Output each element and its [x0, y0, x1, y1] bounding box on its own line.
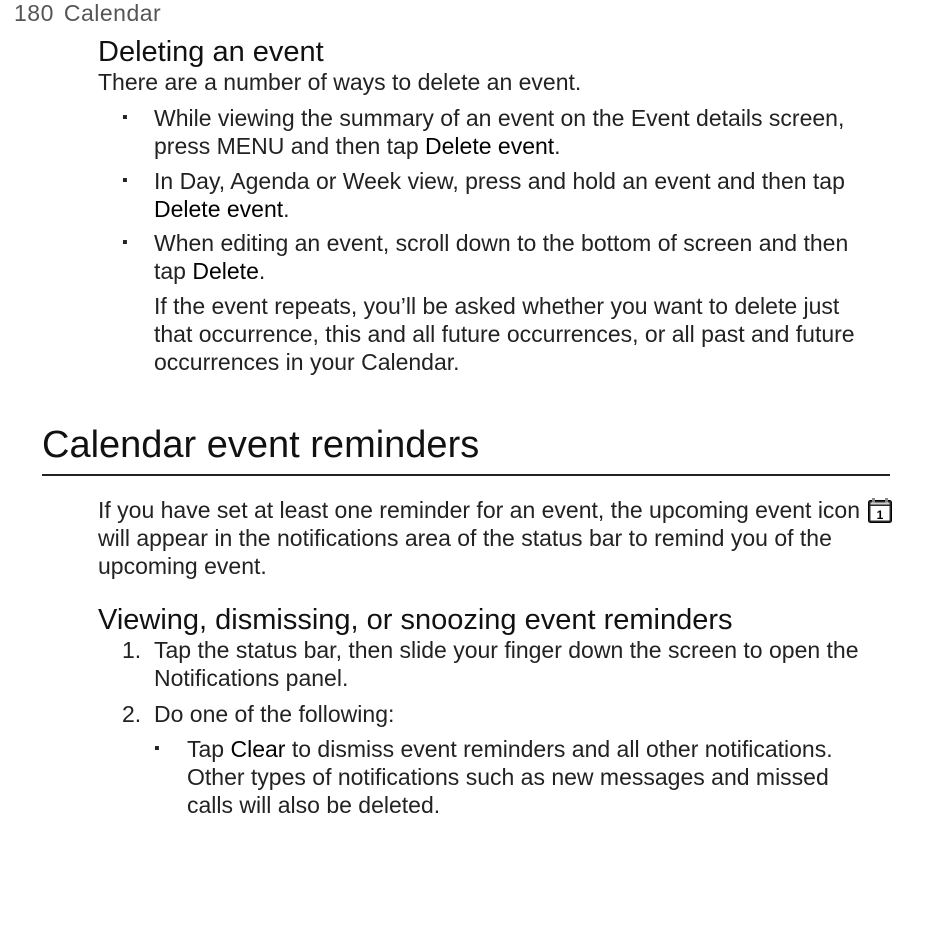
reminders-intro: [98, 496, 898, 580]
list-item: [122, 167, 882, 223]
deleting-intro: There are a number of ways to delete an event.: [98, 69, 582, 95]
bullet-text: While viewing the summary of an event on the Event details screen, press MENU and then tap: [154, 105, 845, 159]
list-item: [154, 735, 854, 819]
list-item: [122, 104, 882, 160]
calendar-icon: [868, 498, 892, 523]
bullet-text: In Day, Agenda or Week view, press and hold an event and then tap: [154, 168, 845, 194]
bullet-text-end: to dismiss event reminders and all other notifications. Other types of notifications such as new messages and missed calls will also be deleted.: [187, 736, 833, 818]
step-number: 1.: [122, 637, 142, 663]
ui-label: Delete event: [425, 133, 555, 159]
bullet-icon: ▪: [122, 109, 128, 126]
repeat-note: If the event repeats, you’ll be asked whether you want to delete just that occurrence, this and all future occurrences, or all past and future occurrences in your Calendar.: [154, 293, 855, 375]
bullet-icon: ▪: [154, 740, 160, 757]
step-number: 2.: [122, 701, 142, 727]
bullet-text-end: .: [258, 258, 266, 284]
step-text: Do one of the following:: [154, 701, 395, 727]
list-item: [122, 229, 882, 285]
ui-label: Delete: [192, 258, 259, 284]
bullet-text: When editing an event, scroll down to the bottom of screen and then tap: [154, 230, 849, 284]
bullet-text: Tap: [187, 736, 231, 762]
intro-text-end: will appear in the notifications area of the status bar to remind you of the upcoming event.: [98, 525, 832, 579]
list-item: [122, 700, 882, 728]
page-number: 180: [14, 0, 54, 26]
bullet-text-end: .: [283, 196, 290, 222]
reminders-subheading: Viewing, dismissing, or snoozing event reminders: [98, 604, 733, 636]
ui-label: Delete event: [154, 196, 284, 222]
intro-text: If you have set at least one reminder for an event, the upcoming event icon: [98, 497, 861, 523]
calendar-icon-day: 1: [877, 508, 884, 522]
ui-label: Clear: [230, 736, 286, 762]
deleting-heading: Deleting an event: [98, 36, 324, 68]
bullet-text-end: .: [554, 133, 561, 159]
section-title: Calendar event reminders: [42, 424, 480, 466]
bullet-icon: ▪: [122, 172, 128, 189]
section-name: Calendar: [63, 0, 162, 26]
title-rule: [42, 474, 890, 476]
bullet-icon: ▪: [122, 234, 128, 251]
page-header: [14, 0, 161, 27]
list-item: [122, 636, 882, 692]
step-text: Tap the status bar, then slide your finger down the screen to open the Notifications panel.: [154, 637, 859, 691]
